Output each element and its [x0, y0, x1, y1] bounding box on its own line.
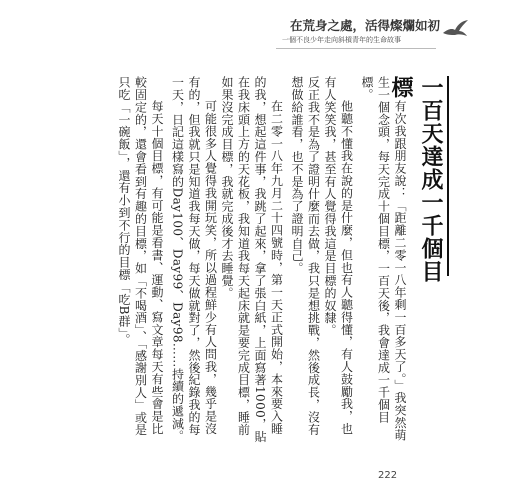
page-number: 222 — [378, 470, 398, 481]
section-heading: 一百天達成一千個目標 — [388, 76, 443, 283]
heading-rule — [447, 76, 449, 276]
paragraph: 反正我不是為了證明什麼而去做，我只是想挑戰，然後成長，沒有想做給誰看，也不是為了證明自己。 — [290, 76, 321, 436]
book-title: 在荒身之處，活得燦爛如初 — [290, 18, 441, 33]
paragraph: 有次我跟朋友說：「距離二零一八年剩一百多天了。」我突然萌生一個念頭，每天完成十個目標，一百天後，我會達成一千個目標。 — [360, 76, 407, 442]
paragraph: 在二零一八年九月二十四號時，第一天正式開始，本來要入睡的我，想起這件事，我跳了起來，拿了張白紙，上面寫著1000，貼在我床頭上方的天花板，我知道我每天起床就是要完成目標，睡前如果沒完成目標，我就完成後才去睡覺。 — [220, 76, 284, 443]
paragraph: 他聽不懂我在說的是什麼，但也有人聽得懂，有人鼓勵我，也有人笑笑我，甚至有人覺得我這是目標的奴隸。 — [323, 76, 354, 435]
body-text — [117, 76, 408, 446]
paragraph: 可能很多人覺得我開玩笑，所以過程鮮少有人問我，幾乎是沒有的，但我就只是知道我每天做，每天做就對了，然後紀錄我的每一天，日記這樣寫的Day100、Day99、Day98……持續的遞減。 — [170, 76, 218, 443]
paragraph: 每天十個目標，有可能是看書、運動、寫文章每天有些會是比較固定的，還會看到有趣的目標，如「不喝酒」、「感謝別人」或是只吃「一碗飯」，還有小到不行的目標「吃B群」。 — [117, 76, 164, 436]
flying-bird-icon — [441, 18, 471, 42]
book-subtitle: 一個不良少年走向斜槓青年的生命故事 — [282, 36, 401, 44]
header-rule — [276, 48, 436, 49]
running-header — [0, 16, 520, 56]
